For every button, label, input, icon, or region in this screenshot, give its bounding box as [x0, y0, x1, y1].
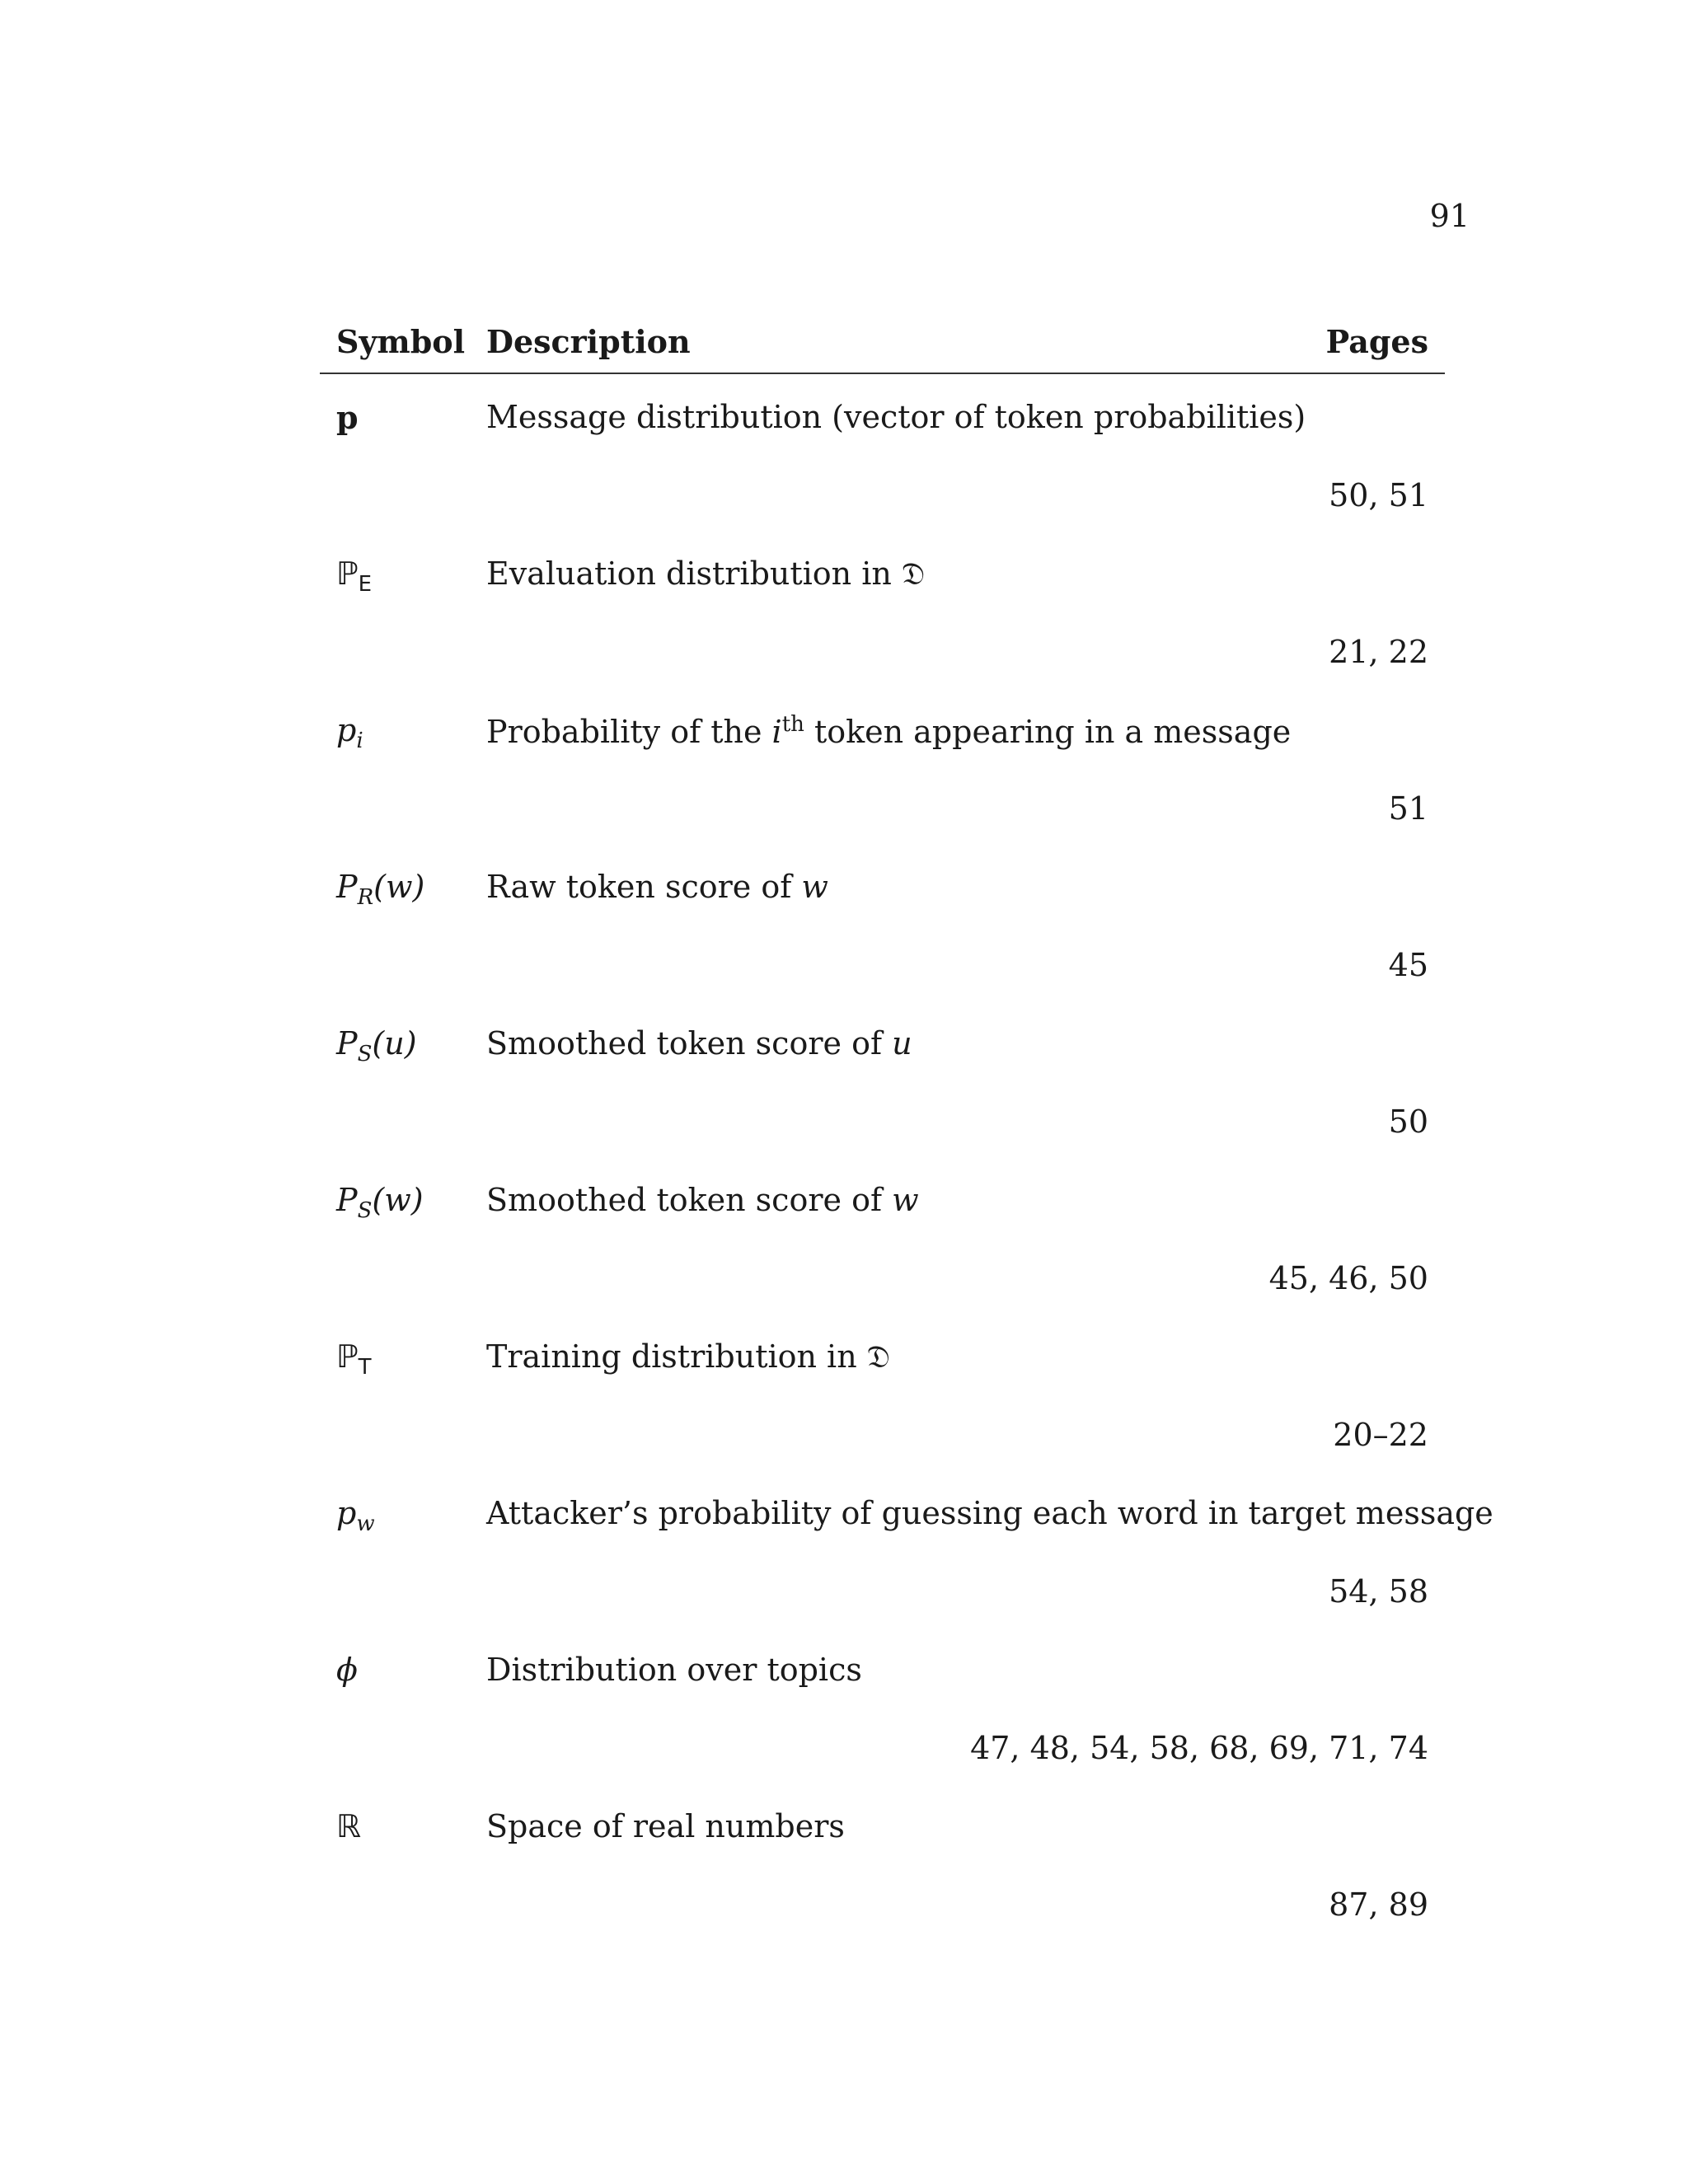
pages-cell: 51: [1388, 790, 1428, 827]
description-text: Distribution over topics: [486, 1652, 862, 1688]
table-row: [320, 712, 1445, 869]
symbol-cell: [336, 1495, 375, 1536]
symbol-main: ℙ: [336, 1338, 359, 1375]
description-variable: w: [801, 869, 828, 905]
description-text: Raw token score of: [486, 869, 802, 905]
description-cell: [486, 1182, 919, 1218]
description-variable: i: [771, 714, 782, 750]
description-text: Message distribution (vector of token probabilities): [486, 399, 1306, 435]
symbol-main: p: [336, 1495, 357, 1531]
pages-cell: 45: [1388, 947, 1428, 983]
description-cell: [486, 869, 828, 905]
pages-cell: 50: [1388, 1104, 1428, 1140]
header-pages: Pages: [1325, 323, 1428, 360]
header-description: Description: [486, 323, 691, 360]
symbol-subscript: w: [356, 1511, 375, 1536]
table-row: [320, 1182, 1445, 1338]
symbol-main: P: [336, 1025, 358, 1062]
table-row: [320, 1495, 1493, 1652]
symbol-argument: (w): [372, 1182, 424, 1218]
symbol-table: [320, 313, 1493, 1965]
symbol-cell: [336, 1808, 361, 1844]
symbol-argument: (u): [372, 1025, 417, 1062]
symbol-subscript: R: [357, 885, 374, 910]
page-number: 91: [1429, 198, 1470, 234]
symbol-argument: (w): [373, 869, 425, 905]
pages-cell: 45, 46, 50: [1268, 1260, 1428, 1296]
table-row: [320, 869, 1445, 1025]
symbol-cell: [336, 712, 363, 753]
pages-cell: 21, 22: [1329, 634, 1428, 670]
description-variable: 𝔇: [866, 1338, 890, 1375]
symbol-subscript: E: [358, 572, 373, 597]
description-text: Space of real numbers: [486, 1808, 845, 1844]
table-row: [320, 399, 1445, 555]
description-cell: [486, 555, 925, 593]
symbol-main: ℝ: [336, 1808, 362, 1844]
description-text: Attacker’s probability of guessing each word in target message: [486, 1495, 1493, 1531]
symbol-subscript: S: [357, 1198, 373, 1223]
table-body: [320, 374, 1493, 1965]
table-row: [320, 555, 1445, 712]
symbol-main: p: [336, 712, 357, 748]
symbol-cell: [336, 1182, 424, 1223]
symbol-main: P: [336, 1182, 358, 1218]
description-variable: u: [892, 1025, 912, 1062]
symbol-main: p: [336, 399, 359, 436]
description-cell: [486, 399, 1306, 435]
symbol-subscript: T: [358, 1355, 372, 1380]
pages-cell: 47, 48, 54, 58, 68, 69, 71, 74: [970, 1730, 1428, 1766]
pages-cell: 50, 51: [1329, 477, 1428, 513]
description-variable: w: [892, 1182, 919, 1218]
symbol-cell: [336, 1025, 417, 1066]
table-row: [320, 1652, 1445, 1808]
table-row: [320, 1808, 1445, 1965]
symbol-main: ϕ: [336, 1652, 358, 1688]
description-cell: [486, 1808, 845, 1844]
description-text-end: token appearing in a message: [804, 714, 1292, 750]
table-header: [320, 313, 1445, 374]
symbol-cell: [336, 555, 372, 597]
pages-cell: 20–22: [1333, 1417, 1428, 1453]
symbol-cell: [336, 869, 424, 910]
description-superscript: th: [781, 712, 804, 737]
symbol-cell: [336, 399, 359, 436]
description-text: Smoothed token score of: [486, 1025, 893, 1062]
description-variable: 𝔇: [901, 555, 926, 592]
description-text: Training distribution in: [486, 1338, 867, 1375]
symbol-main: P: [336, 869, 358, 905]
pages-cell: 87, 89: [1329, 1886, 1428, 1923]
symbol-cell: [336, 1338, 372, 1380]
description-cell: [486, 1025, 912, 1062]
table-row: [320, 1025, 1445, 1182]
description-text: Probability of the: [486, 714, 772, 750]
description-cell: [486, 1495, 1493, 1531]
description-text: Evaluation distribution in: [486, 555, 902, 592]
description-cell: [486, 1338, 890, 1376]
symbol-subscript: i: [356, 729, 363, 753]
description-cell: [486, 712, 1291, 750]
description-text: Smoothed token score of: [486, 1182, 893, 1218]
header-symbol: Symbol: [336, 323, 466, 360]
pages-cell: 54, 58: [1329, 1573, 1428, 1610]
symbol-main: ℙ: [336, 555, 359, 592]
symbol-cell: [336, 1652, 358, 1688]
description-cell: [486, 1652, 862, 1688]
symbol-subscript: S: [357, 1042, 373, 1066]
table-row: [320, 1338, 1445, 1495]
